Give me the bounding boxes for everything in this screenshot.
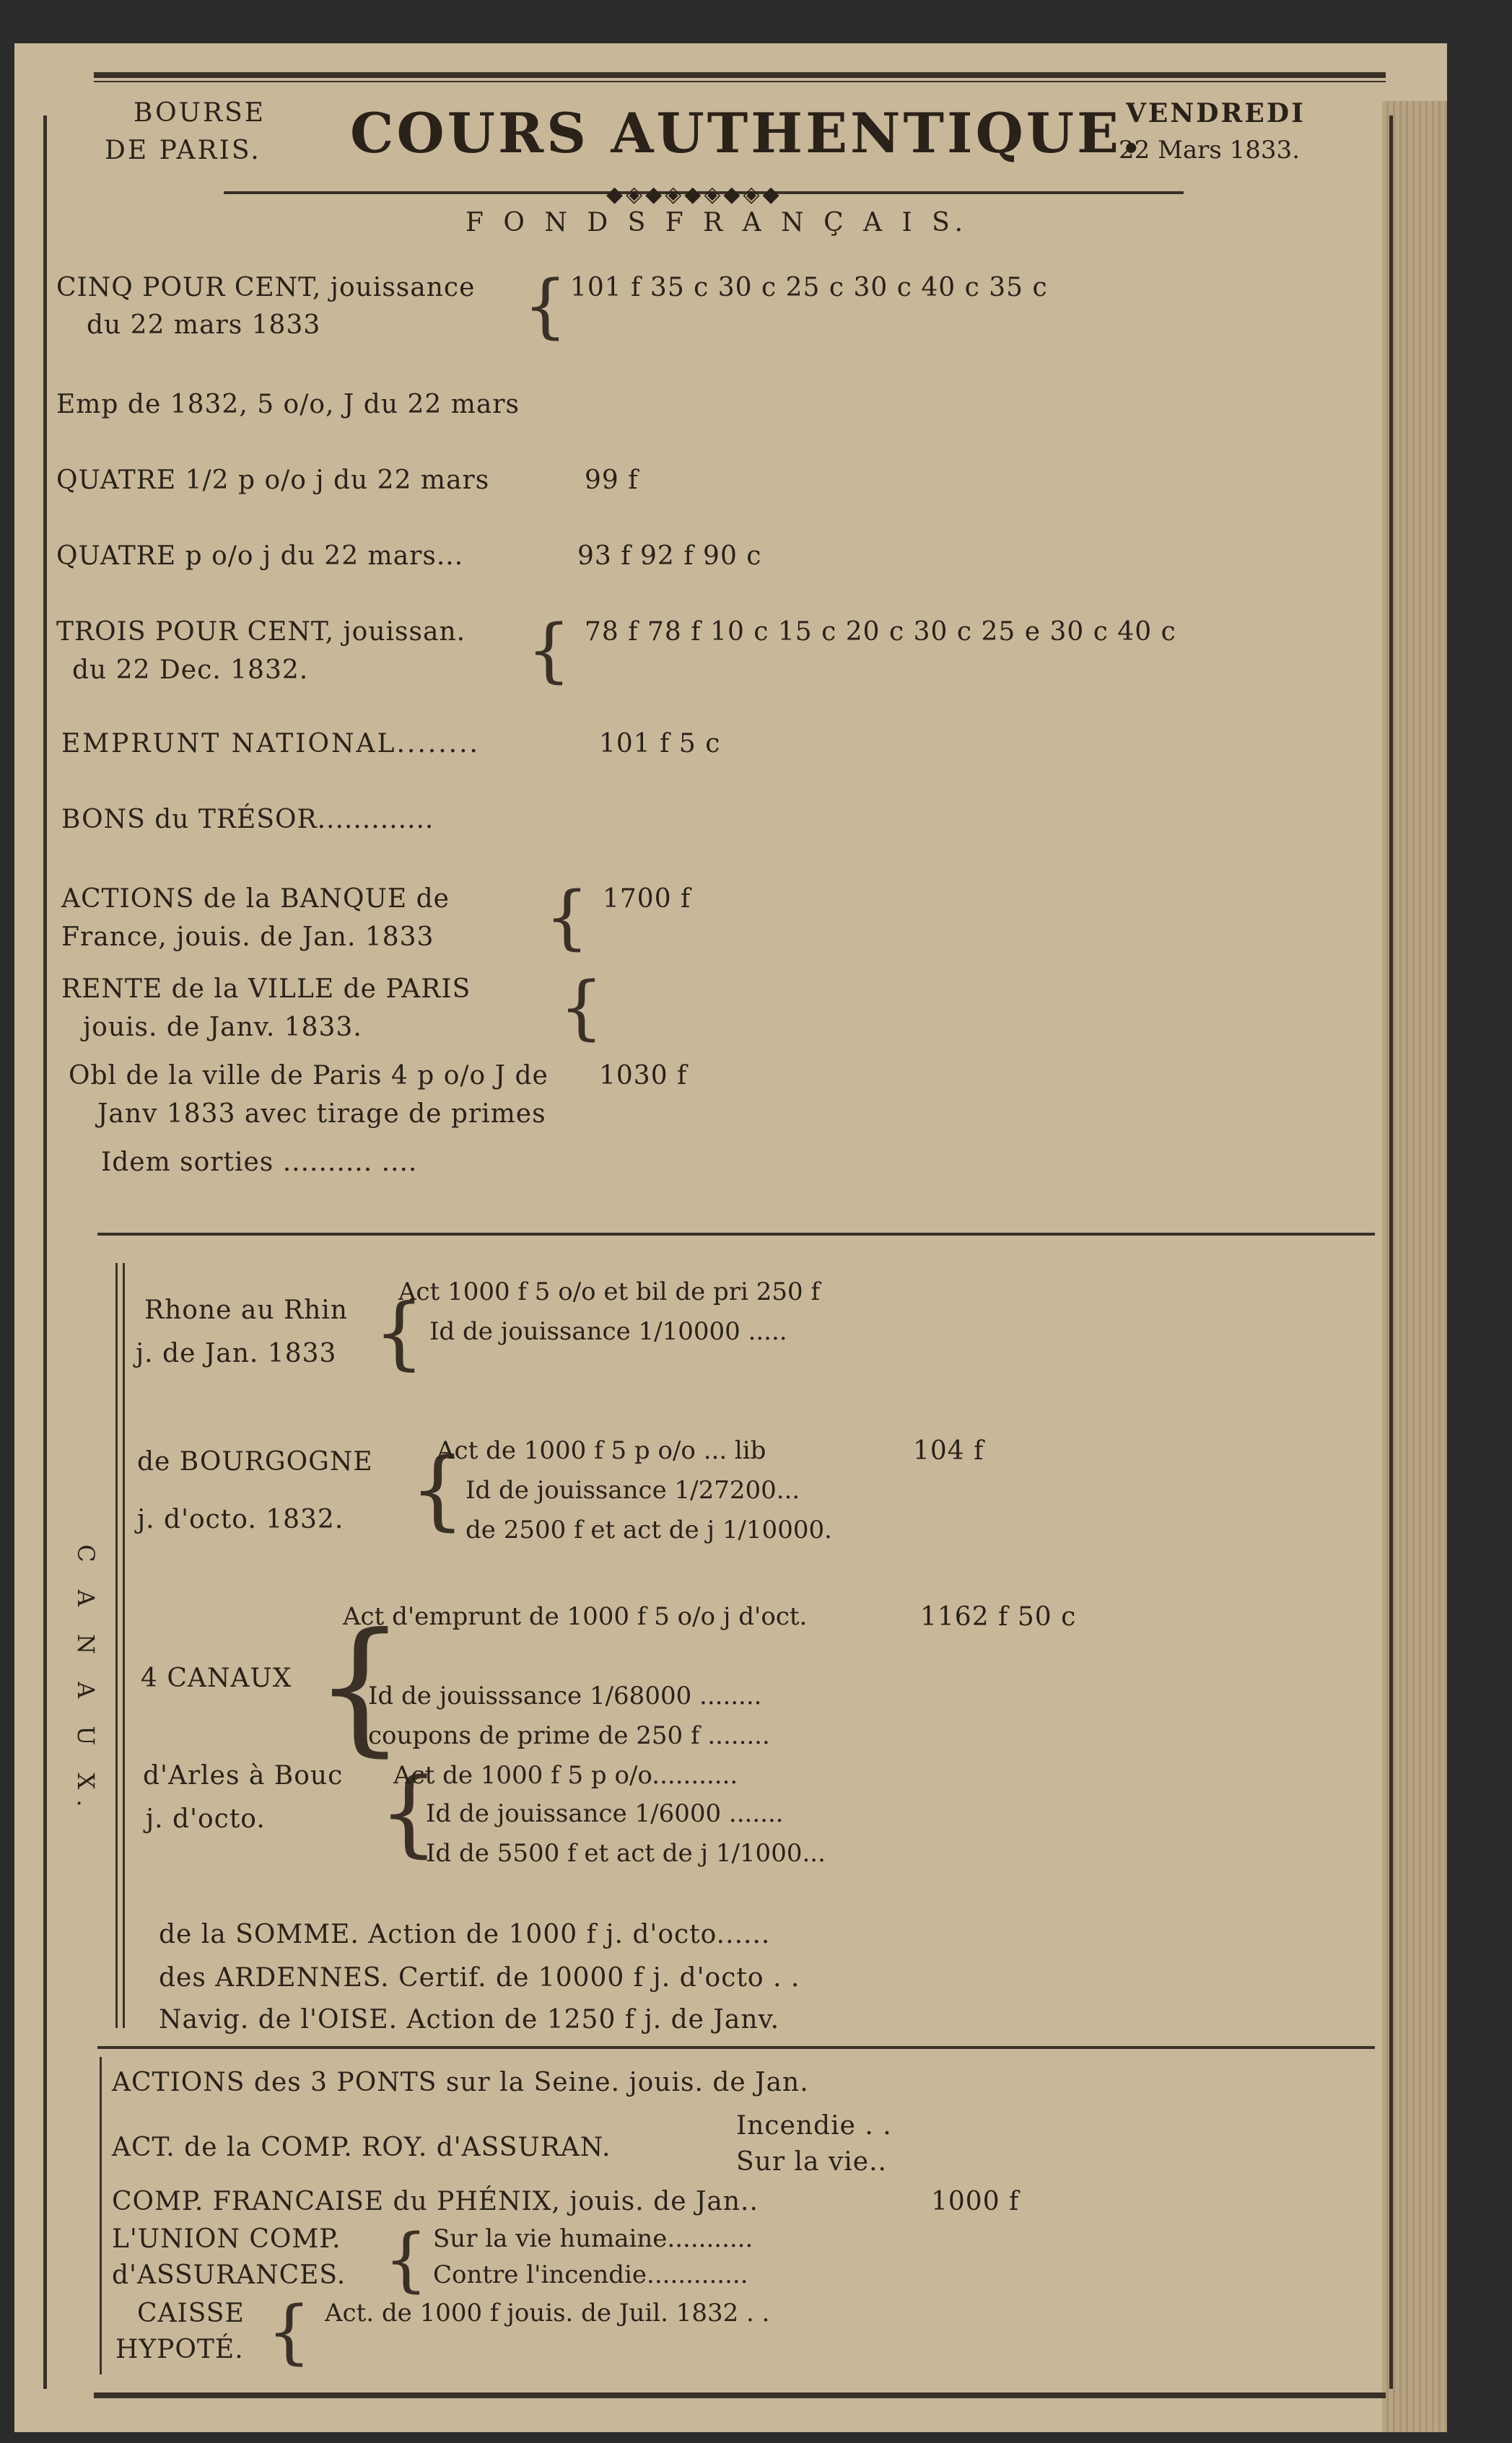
obl-ville-value: 1030 f <box>599 1061 688 1091</box>
header-left-line1: BOURSE <box>134 98 266 128</box>
section-divider <box>97 1233 1375 1236</box>
top-border-thin-rule <box>94 81 1386 82</box>
actions-banque-label-1: ACTIONS de la BANQUE de <box>61 884 450 914</box>
cinq-label-1: CINQ POUR CENT, jouissance <box>56 273 476 302</box>
quatre-canaux-row-2: Id de jouisssance 1/68000 ........ <box>368 1682 762 1710</box>
bourgogne-row-2: Id de jouissance 1/27200... <box>466 1476 800 1505</box>
bons-tresor-label: BONS du TRÉSOR............. <box>61 805 434 834</box>
trois-value: 78 f 78 f 10 c 15 c 20 c 30 c 25 e 30 c 40 c <box>585 617 1176 647</box>
oise-row: Navig. de l'OISE. Action de 1250 f j. de Janv. <box>159 2005 780 2035</box>
bourgogne-value: 104 f <box>913 1436 984 1466</box>
bourgogne-row-3: de 2500 f et act de j 1/10000. <box>466 1516 832 1544</box>
brace: { <box>374 1286 424 1378</box>
emp-1832-label: Emp de 1832, 5 o/o, J du 22 mars <box>56 390 520 419</box>
somme-row: de la SOMME. Action de 1000 f j. d'octo...... <box>159 1920 771 1949</box>
assurances-rule <box>100 2057 102 2374</box>
arles-row-2: Id de jouissance 1/6000 ....... <box>426 1799 784 1828</box>
union-label-1: L'UNION COMP. <box>112 2224 341 2254</box>
union-row-2: Contre l'incendie............. <box>433 2260 748 2289</box>
rhone-row-1: Act 1000 f 5 o/o et bil de pri 250 f <box>398 1277 821 1306</box>
phenix-value: 1000 f <box>931 2187 1020 2216</box>
brace: { <box>523 266 568 346</box>
brace: { <box>384 2219 429 2300</box>
brace: { <box>545 877 590 958</box>
emprunt-national-label: EMPRUNT NATIONAL........ <box>61 729 480 759</box>
arles-label-2: j. d'octo. <box>146 1804 266 1834</box>
cinq-value: 101 f 35 c 30 c 25 c 30 c 40 c 35 c <box>570 273 1048 302</box>
ornament: ◆◈◆◈◆◈◆◈◆ <box>606 182 782 207</box>
quatre-canaux-value: 1162 f 50 c <box>920 1602 1077 1632</box>
rente-ville-label-2: jouis. de Janv. 1833. <box>83 1013 362 1042</box>
union-label-2: d'ASSURANCES. <box>112 2260 346 2290</box>
header-right-line1: VENDREDI <box>1126 98 1306 128</box>
actions-banque-value: 1700 f <box>603 884 691 914</box>
trois-label-2: du 22 Dec. 1832. <box>72 655 309 685</box>
newspaper-page <box>14 43 1447 2432</box>
left-frame-rule <box>43 115 47 2389</box>
canaux-rule <box>123 1263 125 2028</box>
caisse-label-2: HYPOTÉ. <box>115 2335 244 2364</box>
obl-ville-label-2: Janv 1833 avec tirage de primes <box>97 1099 546 1129</box>
caisse-row: Act. de 1000 f jouis. de Juil. 1832 . . <box>325 2299 770 2328</box>
comp-roy-incendie: Incendie . . <box>736 2111 892 2141</box>
brace: { <box>267 2291 312 2372</box>
canaux-rule <box>115 1263 118 2028</box>
quatre-demi-label: QUATRE 1/2 p o/o j du 22 mars <box>56 466 490 495</box>
obl-ville-label-1: Obl de la ville de Paris 4 p o/o J de <box>69 1061 549 1091</box>
brace: { <box>559 967 604 1048</box>
caisse-label-1: CAISSE <box>137 2299 245 2328</box>
actions-banque-label-2: France, jouis. de Jan. 1833 <box>61 922 434 952</box>
ardennes-row: des ARDENNES. Certif. de 10000 f j. d'octo . . <box>159 1963 800 1993</box>
arles-label-1: d'Arles à Bouc <box>143 1761 344 1791</box>
arles-row-3: Id de 5500 f et act de j 1/1000... <box>426 1839 826 1868</box>
arles-row-1: Act de 1000 f 5 p o/o........... <box>393 1761 738 1790</box>
idem-sorties-label: Idem sorties .......... .... <box>101 1148 418 1177</box>
quatre-canaux-label: 4 CANAUX <box>141 1664 292 1693</box>
section-divider <box>97 2046 1375 2049</box>
emprunt-national-value: 101 f 5 c <box>599 729 721 759</box>
rhone-row-2: Id de jouissance 1/10000 ..... <box>429 1317 787 1346</box>
brace: { <box>379 1757 439 1867</box>
cinq-label-2: du 22 mars 1833 <box>87 310 321 340</box>
canaux-side-label: C A N A U X. <box>72 1544 100 1817</box>
brace: { <box>410 1440 466 1540</box>
brace: { <box>527 610 572 691</box>
quatre-canaux-row-3: coupons de prime de 250 f ........ <box>368 1721 770 1750</box>
rhone-label-1: Rhone au Rhin <box>144 1295 348 1325</box>
top-border-rule <box>94 72 1386 78</box>
quatre-label: QUATRE p o/o j du 22 mars... <box>56 541 464 571</box>
rente-ville-label-1: RENTE de la VILLE de PARIS <box>61 974 471 1004</box>
section-title-fonds-francais: F O N D S F R A N Ç A I S. <box>466 208 969 237</box>
bourgogne-label-2: j. d'octo. 1832. <box>137 1505 344 1534</box>
bourgogne-label-1: de BOURGOGNE <box>137 1447 373 1477</box>
phenix-row: COMP. FRANCAISE du PHÉNIX, jouis. de Jan.. <box>112 2187 759 2216</box>
quatre-demi-value: 99 f <box>585 466 639 495</box>
quatre-canaux-row-1: Act d'emprunt de 1000 f 5 o/o j d'oct. <box>343 1602 808 1631</box>
union-row-1: Sur la vie humaine........... <box>433 2224 753 2253</box>
right-frame-rule <box>1389 115 1393 2389</box>
bottom-border-rule <box>94 2392 1386 2398</box>
trois-label-1: TROIS POUR CENT, jouissan. <box>56 617 466 647</box>
header-left-line2: DE PARIS. <box>105 136 261 165</box>
rhone-label-2: j. de Jan. 1833 <box>136 1339 337 1368</box>
comp-roy-label: ACT. de la COMP. ROY. d'ASSURAN. <box>112 2133 611 2162</box>
page-title: COURS AUTHENTIQUE. <box>350 101 1144 165</box>
header-date: 22 Mars 1833. <box>1119 136 1300 165</box>
comp-roy-sur-vie: Sur la vie.. <box>736 2147 887 2177</box>
ponts-row: ACTIONS des 3 PONTS sur la Seine. jouis. de Jan. <box>112 2068 809 2097</box>
brace: { <box>314 1602 406 1770</box>
quatre-value: 93 f 92 f 90 c <box>577 541 762 571</box>
bourgogne-row-1: Act de 1000 f 5 p o/o ... lib <box>437 1436 766 1465</box>
